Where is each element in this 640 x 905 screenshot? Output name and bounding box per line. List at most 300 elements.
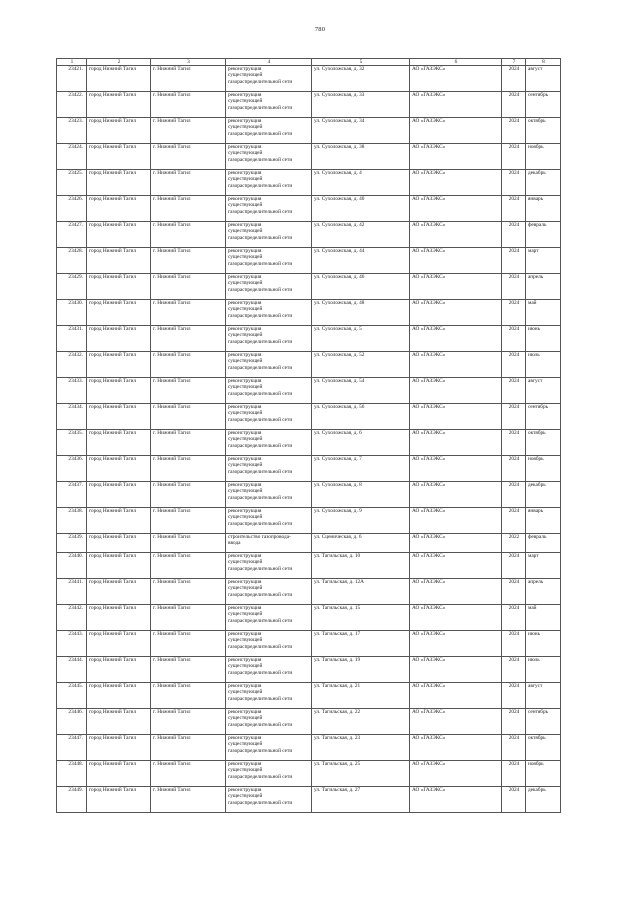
work-type-line: существующей <box>228 741 263 748</box>
year-cell: 2024 <box>502 508 526 534</box>
municipality-cell: город Нижний Тагил <box>87 579 151 605</box>
work-type-cell <box>226 248 312 274</box>
organization-cell: АО «ГАЗЭКС» <box>410 631 502 657</box>
settlement-cell: г. Нижний Тагил <box>151 482 226 508</box>
work-type-line: газораспределительной сети <box>228 286 293 293</box>
settlement-cell: г. Нижний Тагил <box>151 222 226 248</box>
work-type-line: газораспределительной сети <box>228 234 293 241</box>
work-type-cell <box>226 92 312 118</box>
work-type-line: газораспределительной сети <box>228 338 293 345</box>
row-number-cell: 23437. <box>57 482 87 508</box>
address-cell: ул. Сухоложская, д. 8 <box>312 482 410 508</box>
settlement-cell: г. Нижний Тагил <box>151 456 226 482</box>
work-type-line: газораспределительной сети <box>228 416 293 423</box>
table-row <box>57 92 561 118</box>
address-cell: ул. Тагильская, д. 25 <box>312 761 410 787</box>
organization-cell: АО «ГАЗЭКС» <box>410 735 502 761</box>
table-row <box>57 534 561 553</box>
month-cell: апрель <box>526 579 561 605</box>
table-row <box>57 144 561 170</box>
work-type-line: реконструкция <box>228 378 262 384</box>
column-number: 1 <box>57 59 87 66</box>
row-number-cell: 23449. <box>57 787 87 813</box>
work-type-line: газораспределительной сети <box>228 208 293 215</box>
work-type-cell <box>226 274 312 300</box>
settlement-cell: г. Нижний Тагил <box>151 404 226 430</box>
organization-cell: АО «ГАЗЭКС» <box>410 683 502 709</box>
table-row <box>57 456 561 482</box>
table-row <box>57 735 561 761</box>
row-number-cell: 23422. <box>57 92 87 118</box>
work-type-line: реконструкция <box>228 326 262 332</box>
organization-cell: АО «ГАЗЭКС» <box>410 352 502 378</box>
month-cell: февраль <box>526 534 561 553</box>
organization-cell: АО «ГАЗЭКС» <box>410 118 502 144</box>
organization-cell: АО «ГАЗЭКС» <box>410 196 502 222</box>
month-cell: ноябрь <box>526 144 561 170</box>
organization-cell: АО «ГАЗЭКС» <box>410 248 502 274</box>
organization-cell: АО «ГАЗЭКС» <box>410 378 502 404</box>
address-cell: ул. Сухоложская, д. 32 <box>312 66 410 92</box>
year-cell: 2024 <box>502 683 526 709</box>
table-row <box>57 196 561 222</box>
table-row <box>57 430 561 456</box>
work-type-line: реконструкция <box>228 605 262 611</box>
year-cell: 2024 <box>502 274 526 300</box>
year-cell: 2024 <box>502 456 526 482</box>
work-type-line: реконструкция <box>228 761 262 767</box>
month-cell: июль <box>526 352 561 378</box>
address-cell: ул. Тагильская, д. 15 <box>312 605 410 631</box>
work-type-line: газораспределительной сети <box>228 390 293 397</box>
row-number-cell: 23423. <box>57 118 87 144</box>
year-cell: 2022 <box>502 534 526 553</box>
month-cell: октябрь <box>526 118 561 144</box>
address-cell: ул. Сухоложская, д. 44 <box>312 248 410 274</box>
organization-cell: АО «ГАЗЭКС» <box>410 274 502 300</box>
page-number: 780 <box>314 26 326 33</box>
work-type-cell <box>226 118 312 144</box>
municipality-cell: город Нижний Тагил <box>87 534 151 553</box>
work-type-cell <box>226 508 312 534</box>
work-type-line: существующей <box>228 663 263 670</box>
settlement-cell: г. Нижний Тагил <box>151 196 226 222</box>
address-cell: ул. Сухоложская, д. 54 <box>312 378 410 404</box>
work-type-line: существующей <box>228 585 263 592</box>
organization-cell: АО «ГАЗЭКС» <box>410 144 502 170</box>
organization-cell: АО «ГАЗЭКС» <box>410 430 502 456</box>
table-row <box>57 631 561 657</box>
address-cell: ул. Сухоложская, д. 7 <box>312 456 410 482</box>
work-type-cell <box>226 352 312 378</box>
organization-cell: АО «ГАЗЭКС» <box>410 456 502 482</box>
settlement-cell: г. Нижний Тагил <box>151 553 226 579</box>
work-type-line: реконструкция <box>228 196 262 202</box>
row-number-cell: 23442. <box>57 605 87 631</box>
work-type-line: газораспределительной сети <box>228 695 293 702</box>
address-cell: ул. Сухоложская, д. 6 <box>312 430 410 456</box>
settlement-cell: г. Нижний Тагил <box>151 92 226 118</box>
row-number-cell: 23436. <box>57 456 87 482</box>
work-type-line: газораспределительной сети <box>228 182 293 189</box>
work-type-line: реконструкция <box>228 553 262 559</box>
row-number-cell: 23444. <box>57 657 87 683</box>
municipality-cell: город Нижний Тагил <box>87 735 151 761</box>
work-type-line: газораспределительной сети <box>228 520 293 527</box>
month-cell: ноябрь <box>526 761 561 787</box>
municipality-cell: город Нижний Тагил <box>87 605 151 631</box>
row-number-cell: 23446. <box>57 709 87 735</box>
work-type-line: газораспределительной сети <box>228 260 293 267</box>
work-type-line: существующей <box>228 98 263 105</box>
address-cell: ул. Сухоложская, д. 38 <box>312 144 410 170</box>
month-cell: сентябрь <box>526 404 561 430</box>
work-type-cell <box>226 761 312 787</box>
organization-cell: АО «ГАЗЭКС» <box>410 326 502 352</box>
month-cell: сентябрь <box>526 709 561 735</box>
month-cell: ноябрь <box>526 456 561 482</box>
month-cell: март <box>526 553 561 579</box>
year-cell: 2024 <box>502 735 526 761</box>
work-type-cell <box>226 579 312 605</box>
work-type-line: реконструкция <box>228 482 262 488</box>
address-cell: ул. Сухоложская, д. 4 <box>312 170 410 196</box>
municipality-cell: город Нижний Тагил <box>87 248 151 274</box>
year-cell: 2024 <box>502 430 526 456</box>
municipality-cell: город Нижний Тагил <box>87 657 151 683</box>
year-cell: 2024 <box>502 761 526 787</box>
row-number-cell: 23433. <box>57 378 87 404</box>
work-type-line: существующей <box>228 254 263 261</box>
work-type-line: строительство газопровода- <box>228 534 291 540</box>
municipality-cell: город Нижний Тагил <box>87 553 151 579</box>
row-number-cell: 23424. <box>57 144 87 170</box>
month-cell: октябрь <box>526 430 561 456</box>
settlement-cell: г. Нижний Тагил <box>151 430 226 456</box>
work-type-line: существующей <box>228 358 263 365</box>
settlement-cell: г. Нижний Тагил <box>151 274 226 300</box>
settlement-cell: г. Нижний Тагил <box>151 534 226 553</box>
table-row <box>57 170 561 196</box>
settlement-cell: г. Нижний Тагил <box>151 709 226 735</box>
month-cell: март <box>526 248 561 274</box>
organization-cell: АО «ГАЗЭКС» <box>410 657 502 683</box>
row-number-cell: 23429. <box>57 274 87 300</box>
work-type-line: реконструкция <box>228 248 262 254</box>
work-type-line: газораспределительной сети <box>228 799 293 806</box>
work-type-line: реконструкция <box>228 118 262 124</box>
column-number-row <box>57 59 561 66</box>
year-cell: 2024 <box>502 196 526 222</box>
organization-cell: АО «ГАЗЭКС» <box>410 605 502 631</box>
work-type-line: существующей <box>228 611 263 618</box>
table-row <box>57 378 561 404</box>
work-type-cell <box>226 735 312 761</box>
row-number-cell: 23440. <box>57 553 87 579</box>
table-row <box>57 118 561 144</box>
year-cell: 2024 <box>502 631 526 657</box>
year-cell: 2024 <box>502 378 526 404</box>
work-type-cell <box>226 404 312 430</box>
year-cell: 2024 <box>502 482 526 508</box>
column-number: 8 <box>526 59 561 66</box>
work-type-line: реконструкция <box>228 456 262 462</box>
table-row <box>57 222 561 248</box>
organization-cell: АО «ГАЗЭКС» <box>410 482 502 508</box>
work-type-line: газораспределительной сети <box>228 591 293 598</box>
work-type-line: реконструкция <box>228 274 262 280</box>
table-row <box>57 579 561 605</box>
work-type-line: существующей <box>228 715 263 722</box>
table-row <box>57 482 561 508</box>
row-number-cell: 23426. <box>57 196 87 222</box>
settlement-cell: г. Нижний Тагил <box>151 352 226 378</box>
work-type-line: газораспределительной сети <box>228 78 293 85</box>
table-row <box>57 66 561 92</box>
municipality-cell: город Нижний Тагил <box>87 631 151 657</box>
work-type-cell <box>226 430 312 456</box>
work-type-cell <box>226 326 312 352</box>
work-type-line: газораспределительной сети <box>228 773 293 780</box>
month-cell: октябрь <box>526 735 561 761</box>
work-type-line: существующей <box>228 514 263 521</box>
table-row <box>57 404 561 430</box>
month-cell: июнь <box>526 326 561 352</box>
organization-cell: АО «ГАЗЭКС» <box>410 170 502 196</box>
settlement-cell: г. Нижний Тагил <box>151 300 226 326</box>
month-cell: февраль <box>526 222 561 248</box>
column-number: 7 <box>502 59 526 66</box>
row-number-cell: 23427. <box>57 222 87 248</box>
work-type-line: реконструкция <box>228 144 262 150</box>
work-type-line: газораспределительной сети <box>228 721 293 728</box>
month-cell: май <box>526 300 561 326</box>
work-type-line: газораспределительной сети <box>228 442 293 449</box>
settlement-cell: г. Нижний Тагил <box>151 66 226 92</box>
work-type-line: реконструкция <box>228 300 262 306</box>
organization-cell: АО «ГАЗЭКС» <box>410 534 502 553</box>
month-cell: сентябрь <box>526 92 561 118</box>
settlement-cell: г. Нижний Тагил <box>151 378 226 404</box>
table-row <box>57 683 561 709</box>
work-type-line: реконструкция <box>228 683 262 689</box>
address-cell: ул. Тагильская, д. 12А <box>312 579 410 605</box>
work-type-line: газораспределительной сети <box>228 494 293 501</box>
settlement-cell: г. Нижний Тагил <box>151 326 226 352</box>
month-cell: январь <box>526 508 561 534</box>
municipality-cell: город Нижний Тагил <box>87 326 151 352</box>
row-number-cell: 23421. <box>57 66 87 92</box>
work-type-line: реконструкция <box>228 66 262 72</box>
work-type-cell <box>226 709 312 735</box>
municipality-cell: город Нижний Тагил <box>87 456 151 482</box>
address-cell: ул. Тагильская, д. 19 <box>312 657 410 683</box>
municipality-cell: город Нижний Тагил <box>87 144 151 170</box>
organization-cell: АО «ГАЗЭКС» <box>410 92 502 118</box>
year-cell: 2024 <box>502 300 526 326</box>
address-cell: ул. Сухоложская, д. 33 <box>312 92 410 118</box>
municipality-cell: город Нижний Тагил <box>87 222 151 248</box>
month-cell: июль <box>526 657 561 683</box>
work-type-line: существующей <box>228 332 263 339</box>
address-cell: ул. Тагильская, д. 22 <box>312 709 410 735</box>
settlement-cell: г. Нижний Тагил <box>151 631 226 657</box>
work-type-line: газораспределительной сети <box>228 130 293 137</box>
year-cell: 2024 <box>502 553 526 579</box>
municipality-cell: город Нижний Тагил <box>87 378 151 404</box>
organization-cell: АО «ГАЗЭКС» <box>410 222 502 248</box>
work-type-line: реконструкция <box>228 222 262 228</box>
work-type-line: реконструкция <box>228 631 262 637</box>
table-row <box>57 352 561 378</box>
municipality-cell: город Нижний Тагил <box>87 508 151 534</box>
municipality-cell: город Нижний Тагил <box>87 170 151 196</box>
row-number-cell: 23445. <box>57 683 87 709</box>
work-type-line: реконструкция <box>228 430 262 436</box>
work-type-line: газораспределительной сети <box>228 643 293 650</box>
table-body <box>57 59 561 813</box>
work-type-line: существующей <box>228 176 263 183</box>
work-type-line: реконструкция <box>228 170 262 176</box>
work-type-line: реконструкция <box>228 579 262 585</box>
row-number-cell: 23430. <box>57 300 87 326</box>
settlement-cell: г. Нижний Тагил <box>151 787 226 813</box>
settlement-cell: г. Нижний Тагил <box>151 605 226 631</box>
work-type-line: реконструкция <box>228 508 262 514</box>
table-row <box>57 248 561 274</box>
settlement-cell: г. Нижний Тагил <box>151 118 226 144</box>
table-row <box>57 605 561 631</box>
month-cell: август <box>526 66 561 92</box>
work-type-cell <box>226 631 312 657</box>
work-type-line: газораспределительной сети <box>228 617 293 624</box>
year-cell: 2024 <box>502 248 526 274</box>
address-cell: ул. Сухоложская, д. 42 <box>312 222 410 248</box>
organization-cell: АО «ГАЗЭКС» <box>410 787 502 813</box>
address-cell: ул. Тагильская, д. 10 <box>312 553 410 579</box>
address-cell: ул. Сухоложская, д. 48 <box>312 300 410 326</box>
work-type-line: газораспределительной сети <box>228 468 293 475</box>
year-cell: 2024 <box>502 170 526 196</box>
address-cell: ул. Сухоложская, д. 46 <box>312 274 410 300</box>
work-type-cell <box>226 378 312 404</box>
organization-cell: АО «ГАЗЭКС» <box>410 508 502 534</box>
work-type-cell <box>226 222 312 248</box>
year-cell: 2024 <box>502 352 526 378</box>
address-cell: ул. Сухоложская, д. 40 <box>312 196 410 222</box>
organization-cell: АО «ГАЗЭКС» <box>410 761 502 787</box>
year-cell: 2024 <box>502 404 526 430</box>
work-type-line: реконструкция <box>228 735 262 741</box>
work-type-line: газораспределительной сети <box>228 747 293 754</box>
row-number-cell: 23447. <box>57 735 87 761</box>
column-number: 6 <box>410 59 502 66</box>
table-row <box>57 300 561 326</box>
work-type-cell <box>226 66 312 92</box>
work-type-line: газораспределительной сети <box>228 669 293 676</box>
work-type-cell <box>226 553 312 579</box>
work-type-cell <box>226 144 312 170</box>
row-number-cell: 23428. <box>57 248 87 274</box>
table-row <box>57 326 561 352</box>
settlement-cell: г. Нижний Тагил <box>151 683 226 709</box>
organization-cell: АО «ГАЗЭКС» <box>410 404 502 430</box>
organization-cell: АО «ГАЗЭКС» <box>410 66 502 92</box>
work-type-line: существующей <box>228 72 263 79</box>
month-cell: декабрь <box>526 170 561 196</box>
year-cell: 2024 <box>502 787 526 813</box>
work-type-cell <box>226 170 312 196</box>
month-cell: август <box>526 378 561 404</box>
municipality-cell: город Нижний Тагил <box>87 683 151 709</box>
work-type-line: существующей <box>228 793 263 800</box>
work-type-line: реконструкция <box>228 787 262 793</box>
work-type-line: существующей <box>228 384 263 391</box>
table-row <box>57 553 561 579</box>
row-number-cell: 23434. <box>57 404 87 430</box>
organization-cell: АО «ГАЗЭКС» <box>410 579 502 605</box>
work-type-cell <box>226 456 312 482</box>
table-row <box>57 508 561 534</box>
row-number-cell: 23432. <box>57 352 87 378</box>
year-cell: 2024 <box>502 66 526 92</box>
work-type-cell <box>226 300 312 326</box>
work-type-line: существующей <box>228 228 263 235</box>
municipality-cell: город Нижний Тагил <box>87 118 151 144</box>
work-type-cell <box>226 657 312 683</box>
row-number-cell: 23431. <box>57 326 87 352</box>
municipality-cell: город Нижний Тагил <box>87 404 151 430</box>
work-type-cell <box>226 683 312 709</box>
column-number: 2 <box>87 59 151 66</box>
work-type-cell <box>226 787 312 813</box>
table-row <box>57 709 561 735</box>
work-type-line: газораспределительной сети <box>228 312 293 319</box>
year-cell: 2024 <box>502 579 526 605</box>
settlement-cell: г. Нижний Тагил <box>151 170 226 196</box>
work-type-line: существующей <box>228 436 263 443</box>
work-type-line: существующей <box>228 767 263 774</box>
municipality-cell: город Нижний Тагил <box>87 66 151 92</box>
work-type-cell <box>226 482 312 508</box>
row-number-cell: 23425. <box>57 170 87 196</box>
work-type-line: существующей <box>228 488 263 495</box>
year-cell: 2024 <box>502 709 526 735</box>
address-cell: ул. Сухоложская, д. 5 <box>312 326 410 352</box>
row-number-cell: 23441. <box>57 579 87 605</box>
month-cell: декабрь <box>526 482 561 508</box>
work-type-cell <box>226 196 312 222</box>
address-cell: ул. Сухоложская, д. 34 <box>312 118 410 144</box>
row-number-cell: 23448. <box>57 761 87 787</box>
year-cell: 2024 <box>502 657 526 683</box>
table-row <box>57 657 561 683</box>
row-number-cell: 23438. <box>57 508 87 534</box>
work-type-line: существующей <box>228 150 263 157</box>
work-type-line: существующей <box>228 559 263 566</box>
work-type-line: реконструкция <box>228 404 262 410</box>
settlement-cell: г. Нижний Тагил <box>151 248 226 274</box>
work-type-line: реконструкция <box>228 352 262 358</box>
address-cell: ул. Тагильская, д. 21 <box>312 683 410 709</box>
municipality-cell: город Нижний Тагил <box>87 352 151 378</box>
work-type-line: существующей <box>228 637 263 644</box>
settlement-cell: г. Нижний Тагил <box>151 144 226 170</box>
month-cell: апрель <box>526 274 561 300</box>
work-type-line: газораспределительной сети <box>228 156 293 163</box>
settlement-cell: г. Нижний Тагил <box>151 735 226 761</box>
work-type-line: реконструкция <box>228 657 262 663</box>
